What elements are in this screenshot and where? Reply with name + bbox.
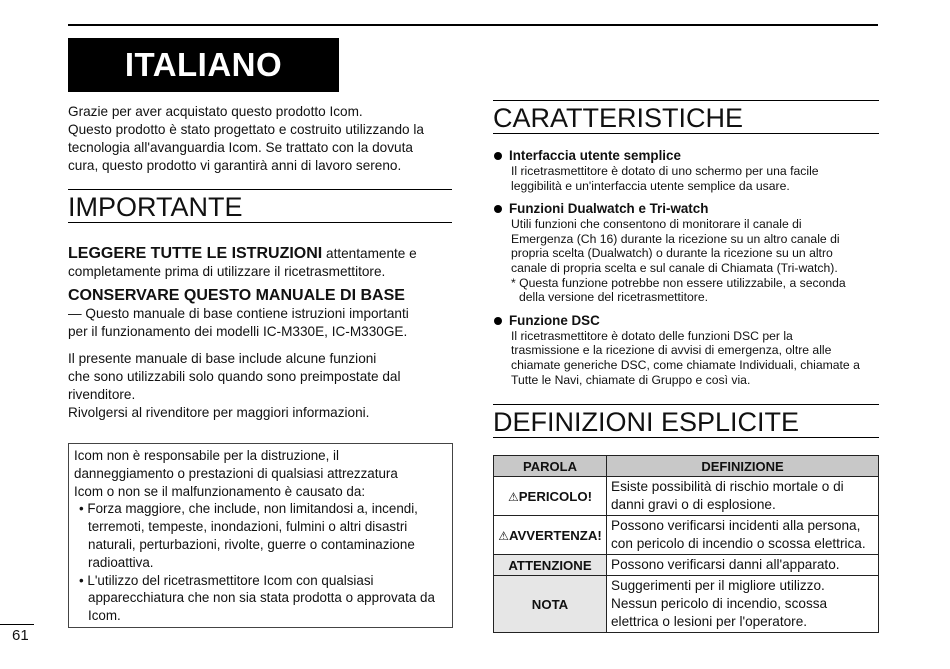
keep-manual bbox=[68, 287, 458, 341]
manual-note-line: Rivolgersi al rivenditore per maggiori informazioni. bbox=[68, 405, 370, 420]
feature-line: propria scelta (Dualwatch) o durante la ricezione su un altro bbox=[511, 246, 833, 261]
definition-cell bbox=[607, 555, 879, 576]
definition-line: Esiste possibilità di rischio mortale o di bbox=[611, 479, 844, 494]
bullet-icon bbox=[494, 205, 502, 213]
table-row bbox=[494, 555, 879, 576]
footnote-line: * Questa funzione potrebbe non essere utilizzabile, a seconda bbox=[511, 275, 846, 290]
feature-line: Il ricetrasmettitore è dotato di uno schermo per una facile bbox=[511, 164, 819, 178]
page-number: 61 bbox=[12, 627, 29, 644]
definition-line: con pericolo di incendio o scossa elettrica. bbox=[611, 536, 866, 551]
notice-item: • L'utilizzo del ricetrasmettitore Icom con qualsiasi apparecchiatura che non sia stata prodotta o approvata da Icom. bbox=[74, 572, 446, 625]
notice-item: • Forza maggiore, che include, non limitandosi a, incendi, terremoti, tempeste, inondazioni, fulmini o altri disastri naturali, perturbazioni, rivolte, guerre o contaminazione radioattiva. bbox=[74, 500, 446, 571]
definition-cell bbox=[607, 516, 879, 555]
feature-footnote bbox=[493, 276, 879, 305]
term-cell bbox=[494, 516, 607, 555]
definition-cell bbox=[607, 477, 879, 516]
manual-note-line: Il presente manuale di base include alcune funzioni bbox=[68, 351, 377, 366]
definizioni-heading: DEFINIZIONI ESPLICITE bbox=[493, 404, 879, 438]
definition-line: elettrica o lesioni per l'operatore. bbox=[611, 614, 808, 629]
feature-item bbox=[493, 313, 879, 387]
read-instructions bbox=[68, 245, 458, 281]
feature-desc bbox=[493, 164, 879, 193]
read-instructions-lead: LEGGERE TUTTE LE ISTRUZIONI bbox=[68, 245, 323, 262]
keep-manual-text: per il funzionamento dei modelli IC-M330E, IC-M330GE. bbox=[68, 324, 408, 339]
read-instructions-text: attentamente e bbox=[322, 246, 417, 261]
feature-title: Funzione DSC bbox=[509, 312, 600, 328]
feature-line: leggibilità e un'interfaccia utente semplice da usare. bbox=[511, 178, 790, 193]
definition-line: Suggerimenti per il migliore utilizzo. bbox=[611, 578, 825, 593]
feature-desc bbox=[493, 329, 879, 387]
read-instructions-text: completamente prima di utilizzare il ricetrasmettitore. bbox=[68, 264, 386, 279]
bullet-icon bbox=[494, 317, 502, 325]
footnote-line: della versione del ricetrasmettitore. bbox=[519, 290, 708, 305]
warning-triangle-icon: ⚠ bbox=[498, 528, 509, 543]
column-header-term: PAROLA bbox=[494, 456, 607, 477]
language-banner: ITALIANO bbox=[68, 38, 339, 92]
notice-list bbox=[74, 500, 446, 625]
notice-line: Icom o non se il malfunzionamento è causato da: bbox=[74, 483, 366, 499]
definitions-table bbox=[493, 455, 879, 633]
definition-line: Nessun pericolo di incendio, scossa bbox=[611, 596, 828, 611]
page-number-rule bbox=[0, 624, 34, 625]
keep-manual-text: — Questo manuale di base contiene istruzioni importanti bbox=[68, 306, 409, 321]
keep-manual-lead: CONSERVARE QUESTO MANUALE DI BASE bbox=[68, 287, 405, 304]
feature-title: Interfaccia utente semplice bbox=[509, 148, 681, 163]
caratteristiche-heading: CARATTERISTICHE bbox=[493, 100, 879, 134]
intro-line: cura, questo prodotto vi garantirà anni di lavoro sereno. bbox=[68, 158, 402, 173]
table-row bbox=[494, 516, 879, 555]
warning-triangle-icon: ⚠ bbox=[507, 489, 519, 504]
top-rule bbox=[68, 24, 878, 26]
table-row bbox=[494, 576, 879, 633]
bullet-icon bbox=[494, 152, 502, 160]
feature-item bbox=[493, 201, 879, 305]
term-label: ATTENZIONE bbox=[508, 557, 592, 573]
definition-cell bbox=[607, 576, 879, 633]
left-column bbox=[68, 103, 458, 422]
intro-line: Grazie per aver acquistato questo prodotto Icom. bbox=[68, 104, 363, 119]
term-label: AVVERTENZA! bbox=[508, 527, 602, 543]
feature-title: Funzioni Dualwatch e Tri-watch bbox=[509, 201, 709, 217]
manual-note-line: rivenditore. bbox=[68, 387, 136, 402]
feature-line: Utili funzioni che consentono di monitorare il canale di bbox=[511, 217, 802, 232]
feature-line: Emergenza (Ch 16) durante la ricezione su un altro canale di bbox=[511, 231, 840, 246]
definition-line: Possono verificarsi incidenti alla persona, bbox=[611, 518, 861, 533]
feature-desc bbox=[493, 217, 879, 275]
notice-line: danneggiamento o prestazioni di qualsiasi attrezzatura bbox=[74, 465, 398, 481]
column-header-definition: DEFINIZIONE bbox=[607, 456, 879, 477]
right-column bbox=[493, 100, 879, 438]
table-row bbox=[494, 477, 879, 516]
definition-line: danni gravi o di esplosione. bbox=[611, 497, 776, 512]
feature-line: chiamate generiche DSC, come chiamate Individuali, chiamate a bbox=[511, 357, 860, 372]
term-cell bbox=[494, 555, 607, 576]
intro-line: Questo prodotto è stato progettato e costruito utilizzando la bbox=[68, 122, 424, 137]
feature-line: Il ricetrasmettitore è dotato delle funzioni DSC per la bbox=[511, 328, 793, 343]
liability-notice-box bbox=[68, 443, 453, 628]
table-header-row bbox=[494, 456, 879, 477]
feature-line: Tutte le Navi, chiamate di Gruppo e così via. bbox=[511, 372, 751, 387]
importante-heading: IMPORTANTE bbox=[68, 189, 452, 223]
manual-note bbox=[68, 350, 458, 422]
feature-item bbox=[493, 148, 879, 193]
term-cell bbox=[494, 576, 607, 633]
intro-line: tecnologia all'avanguardia Icom. Se trattato con la dovuta bbox=[68, 140, 413, 155]
definition-line: Possono verificarsi danni all'apparato. bbox=[611, 557, 840, 572]
feature-line: canale di propria scelta e sul canale di Chiamata (Tri-watch). bbox=[511, 260, 838, 275]
term-label: PERICOLO! bbox=[518, 488, 593, 504]
intro-paragraph bbox=[68, 103, 458, 175]
term-cell bbox=[494, 477, 607, 516]
term-label: NOTA bbox=[531, 596, 569, 612]
feature-line: trasmissione e la ricezione di avvisi di emergenza, oltre alle bbox=[511, 343, 832, 358]
manual-note-line: che sono utilizzabili solo quando sono preimpostate dal bbox=[68, 369, 401, 384]
notice-line: Icom non è responsabile per la distruzione, il bbox=[74, 448, 339, 463]
